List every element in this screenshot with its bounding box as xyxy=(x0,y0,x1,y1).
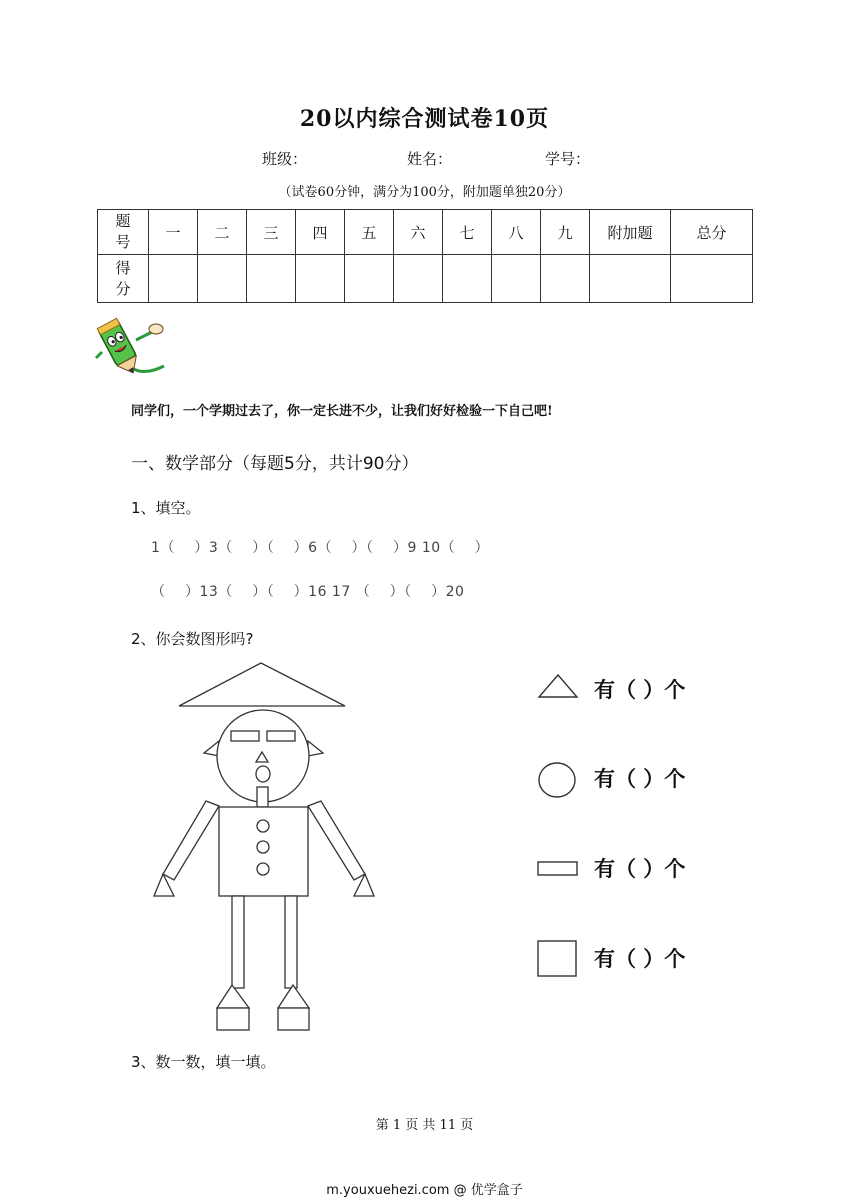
column-header: 九 xyxy=(541,210,590,255)
mouth-circle xyxy=(256,766,270,782)
row-header-question: 题 号 xyxy=(98,210,149,255)
score-table xyxy=(97,209,753,303)
left-foot-square xyxy=(217,1008,249,1030)
hat-triangle xyxy=(179,663,345,706)
column-header: 一 xyxy=(149,210,198,255)
row-header-score: 得 分 xyxy=(98,255,149,303)
left-eye-rectangle xyxy=(231,731,259,741)
column-header: 五 xyxy=(345,210,394,255)
button-circle xyxy=(257,863,269,875)
neck-rectangle xyxy=(257,787,268,807)
student-id-label: 学号： xyxy=(545,150,591,168)
column-header: 三 xyxy=(247,210,296,255)
button-circle xyxy=(257,841,269,853)
exam-note: （试卷60分钟，满分为100分，附加题单独20分） xyxy=(278,185,571,200)
circle-count-label: 有（ ）个 xyxy=(594,766,686,791)
number-sequence-row-2: （ ）13（ ）（ ）16 17 （ ）（ ）20 xyxy=(151,584,465,600)
score-table-score-row xyxy=(98,255,753,303)
page-title: 20以内综合测试卷10页 xyxy=(299,106,550,132)
question-1-label: 1、填空。 xyxy=(131,499,201,517)
score-cell[interactable] xyxy=(149,255,198,303)
triangle-icon xyxy=(536,672,580,700)
greeting-text: 同学们，一个学期过去了，你一定长进不少，让我们好好检验一下自己吧! xyxy=(131,404,553,419)
rectangle-count-label: 有（ ）个 xyxy=(594,856,686,881)
circle-icon xyxy=(536,760,580,800)
right-ear-triangle xyxy=(308,741,323,756)
score-cell[interactable] xyxy=(198,255,247,303)
score-cell[interactable] xyxy=(671,255,753,303)
pencil-mascot-icon xyxy=(92,316,172,378)
score-cell[interactable] xyxy=(443,255,492,303)
square-icon xyxy=(536,938,580,978)
shape-robot-figure xyxy=(140,656,400,1038)
button-circle xyxy=(257,820,269,832)
score-cell[interactable] xyxy=(296,255,345,303)
left-leg-rectangle xyxy=(232,896,244,988)
score-cell[interactable] xyxy=(394,255,443,303)
column-header: 二 xyxy=(198,210,247,255)
column-header: 七 xyxy=(443,210,492,255)
class-label: 班级： xyxy=(262,150,308,168)
right-foot-square xyxy=(278,1008,309,1030)
section-heading: 一、数学部分（每题5分，共计90分） xyxy=(131,454,419,474)
right-foot-triangle xyxy=(278,985,309,1008)
square-count-label: 有（ ）个 xyxy=(594,946,686,971)
score-table-header-row xyxy=(98,210,753,255)
rectangle-icon xyxy=(536,858,580,878)
score-cell[interactable] xyxy=(247,255,296,303)
name-label: 姓名： xyxy=(407,150,453,168)
column-header: 八 xyxy=(492,210,541,255)
score-cell[interactable] xyxy=(541,255,590,303)
question-2-label: 2、你会数图形吗? xyxy=(131,630,254,648)
page-number: 第 1 页 共 11 页 xyxy=(375,1118,474,1133)
right-arm-rectangle xyxy=(308,801,365,880)
question-3-label: 3、数一数，填一填。 xyxy=(131,1053,276,1071)
left-arm-rectangle xyxy=(163,801,219,880)
column-header: 总分 xyxy=(671,210,753,255)
site-watermark: m.youxuehezi.com @ 优学盒子 xyxy=(326,1183,523,1198)
right-leg-rectangle xyxy=(285,896,297,988)
column-header: 附加题 xyxy=(590,210,671,255)
score-cell[interactable] xyxy=(590,255,671,303)
triangle-count-label: 有（ ）个 xyxy=(594,677,686,702)
right-eye-rectangle xyxy=(267,731,295,741)
column-header: 四 xyxy=(296,210,345,255)
score-cell[interactable] xyxy=(492,255,541,303)
number-sequence-row-1: 1（ ）3（ ）（ ）6（ ）（ ）9 10（ ） xyxy=(151,540,490,556)
column-header: 六 xyxy=(394,210,443,255)
score-cell[interactable] xyxy=(345,255,394,303)
